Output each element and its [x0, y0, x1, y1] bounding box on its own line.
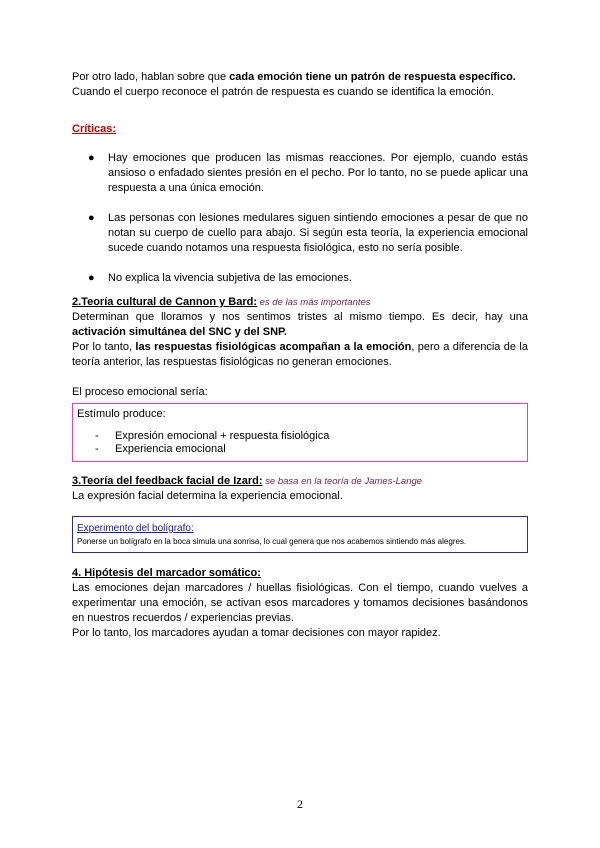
process-intro: El proceso emocional sería:: [72, 386, 208, 398]
section4-paragraph-2: Por lo tanto, los marcadores ayudan a tomar decisiones con mayor rapidez.: [72, 627, 441, 639]
section2-paragraph-2: [72, 340, 528, 370]
section2-bold: activación simultánea del SNC y del SNP.: [72, 326, 287, 338]
bullet-icon: ●: [88, 212, 95, 224]
list-item: [77, 443, 523, 456]
section2-text: , pero a diferencia de la teoría anterior, las respuestas fisiológicas no generan emociones.: [72, 341, 528, 368]
section3-paragraph: La expresión facial determina la experiencia emocional.: [72, 490, 343, 502]
intro-bold: cada emoción tiene un patrón de respuesta específico.: [229, 71, 516, 83]
section2-text: Determinan que lloramos y nos sentimos tristes al mismo tiempo. Es decir, hay una: [72, 311, 528, 323]
process-item-text: Experiencia emocional: [115, 443, 226, 455]
dash-icon: -: [95, 443, 99, 455]
list-item: [77, 430, 523, 443]
section3-title: 3.Teoría del feedback facial de Izard:: [72, 475, 263, 487]
experiment-box: [72, 516, 528, 553]
list-item: [72, 271, 528, 286]
section2-paragraph-1: [72, 310, 528, 340]
page-content: [72, 70, 528, 641]
section2-title: 2.Teoría cultural de Cannon y Bard:: [72, 296, 257, 308]
process-list: [77, 430, 523, 456]
criticas-heading: Críticas:: [72, 123, 117, 135]
list-item: [72, 211, 528, 256]
process-box: [72, 403, 528, 462]
page-number: 2: [297, 797, 303, 811]
bullet-icon: ●: [88, 272, 95, 284]
section2-note: es de las más importantes: [257, 297, 371, 308]
dash-icon: -: [95, 430, 99, 442]
section4-heading: [72, 566, 528, 581]
process-item-text: Expresión emocional + respuesta fisiológica: [115, 430, 330, 442]
section4-paragraph-1: Las emociones dejan marcadores / huellas fisiológicas. Con el tiempo, cuando vuelves a experimentar una emoción, se activan esos marcadores y tomamos decisiones basándonos en nuestros recuerdos / experiencias previas.: [72, 582, 528, 624]
section2-heading: [72, 295, 528, 310]
list-item: [72, 151, 528, 196]
intro-line-2: Cuando el cuerpo reconoce el patrón de respuesta es cuando se identifica la emoción.: [72, 86, 494, 98]
intro-text: Por otro lado, hablan sobre que: [72, 71, 230, 83]
section3-heading: [72, 474, 528, 489]
process-box-title: Estímulo produce:: [77, 408, 166, 420]
bullet-icon: ●: [88, 152, 95, 164]
bullet-text: No explica la vivencia subjetiva de las emociones.: [108, 272, 352, 284]
section4-title: 4. Hipótesis del marcador somático:: [72, 567, 261, 579]
section2-text: Por lo tanto,: [72, 341, 136, 353]
section2-bold: las respuestas fisiológicas acompañan a la emoción: [135, 341, 412, 353]
experiment-text: Ponerse un bolígrafo en la boca simula una sonrisa, lo cual genera que nos acabemos sintiendo más alegres.: [77, 537, 467, 546]
bullet-text: Las personas con lesiones medulares siguen sintiendo emociones a pesar de que no notan su cuerpo de cuello para abajo. Si según esta teoría, la experiencia emocional sucede cuando notamos una respuesta fisiológica, esto no sería posible.: [108, 212, 528, 254]
section3-note: se basa en la teoría de James-Lange: [262, 476, 423, 487]
intro-line-1: [72, 70, 528, 85]
criticas-list: [72, 151, 528, 286]
bullet-text: Hay emociones que producen las mismas reacciones. Por ejemplo, cuando estás ansioso o enfadado sientes presión en el pecho. Por lo tanto, no se puede aplicar una respuesta a una única emoción.: [108, 152, 528, 194]
experiment-title: Experimento del bolígrafo:: [77, 523, 194, 534]
